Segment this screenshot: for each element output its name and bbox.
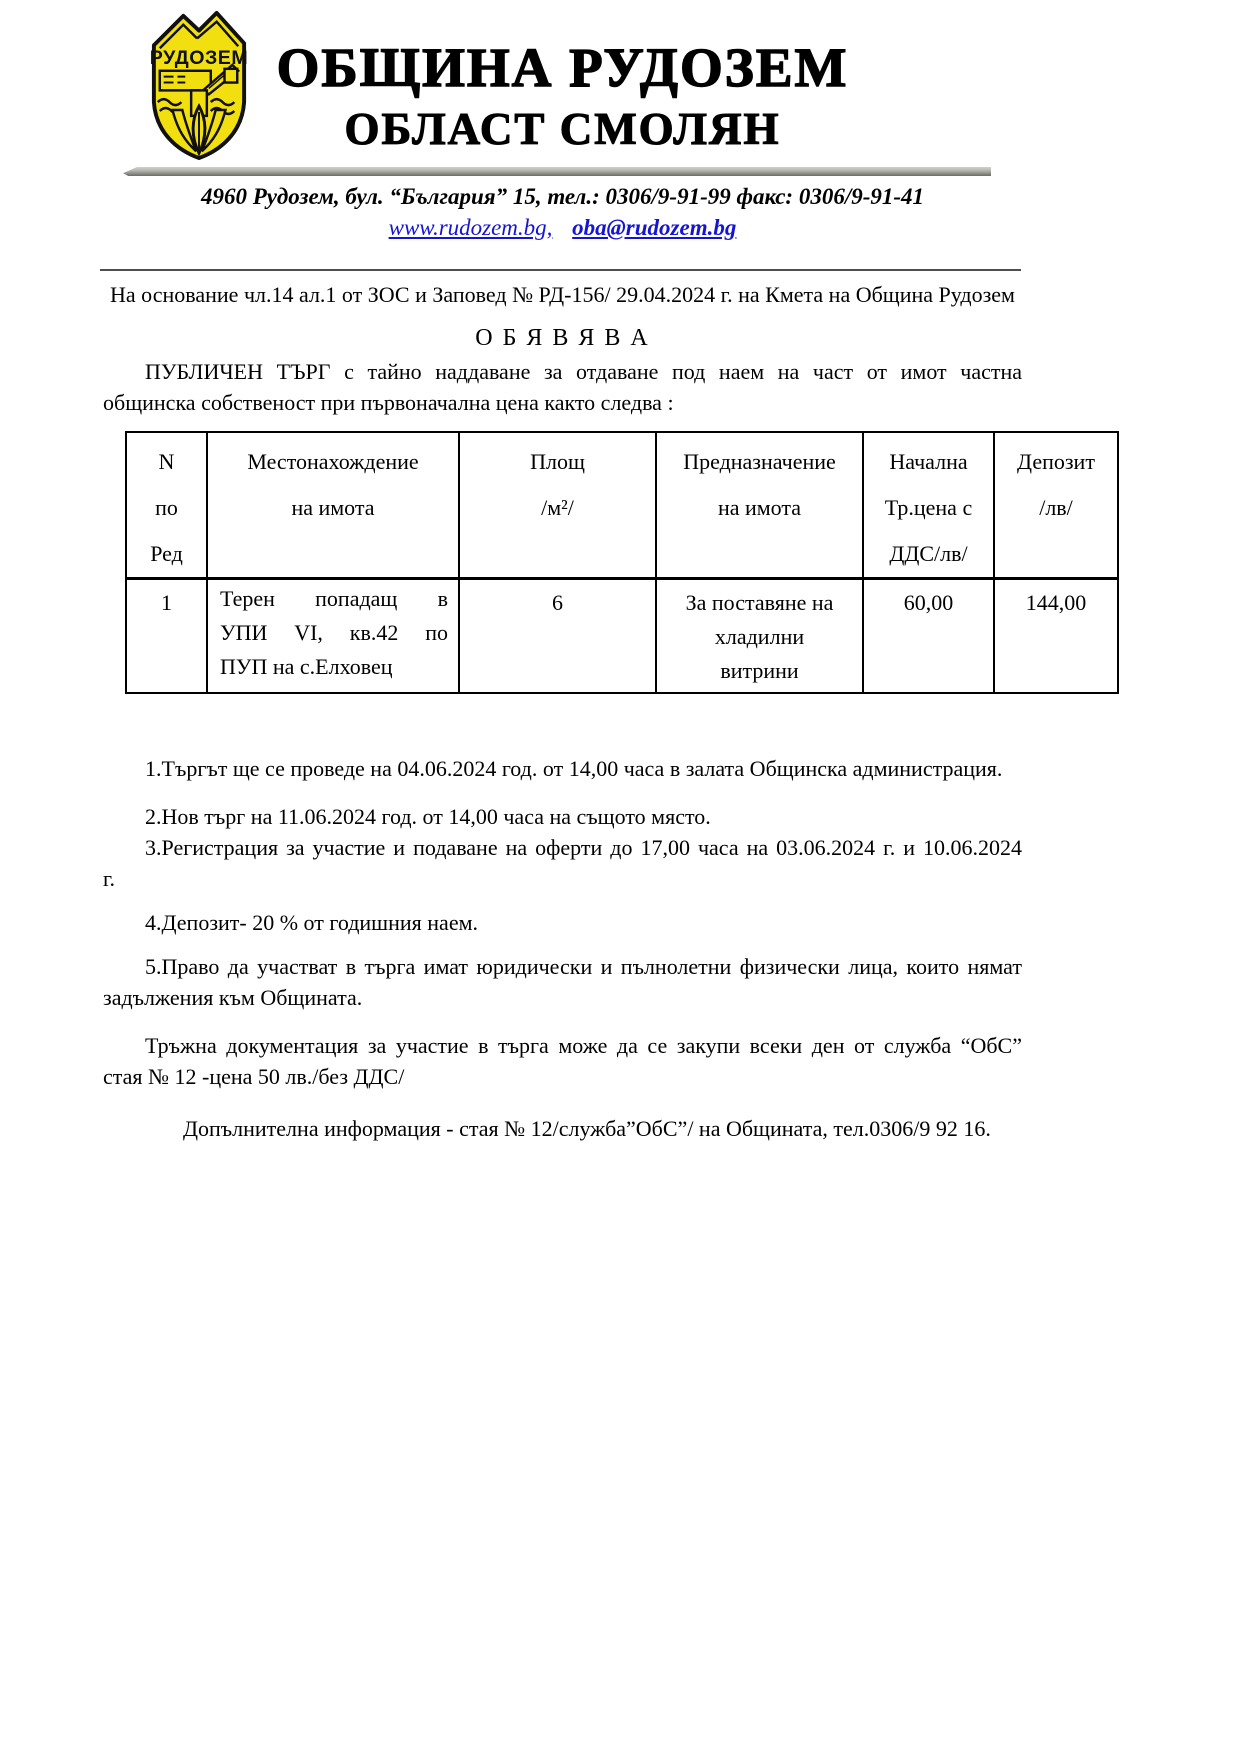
cell-price: 60,00 xyxy=(863,579,994,693)
email-link[interactable]: oba@rudozem.bg xyxy=(572,215,737,240)
additional-info: Допълнителна информация - стая № 12/служба”ОбС”/ на Общината, тел.0306/9 92 16. xyxy=(183,1115,991,1141)
table-header-row xyxy=(126,432,1118,579)
table-header-location: Местонахождение на имота xyxy=(207,432,459,579)
website-link[interactable]: www.rudozem.bg, xyxy=(388,215,553,240)
address-line: 4960 Рудозем, бул. “България” 15, тел.: 0306/9-91-99 факс: 0306/9-91-41 xyxy=(200,184,925,209)
document-body xyxy=(103,279,1095,1144)
tender-condition-1: 1.Търгът ще се проведе на 04.06.2024 год. от 14,00 часа в залата Общинска администрация. xyxy=(145,755,1003,781)
tender-table xyxy=(125,431,1119,694)
region-name: ОБЛАСТ СМОЛЯН xyxy=(344,104,781,154)
cell-location: Терен попадащ в УПИ VI, кв.42 по ПУП на с.Елховец xyxy=(207,579,459,693)
cell-number: 1 xyxy=(126,579,207,693)
announcement-text-line2: общинска собственост при първоначална цена както следва : xyxy=(103,390,674,415)
cell-purpose: За поставяне на хладилни витрини xyxy=(656,579,863,693)
table-header-price: Начална Тр.цена с ДДС/лв/ xyxy=(863,432,994,579)
tender-condition-2: 2.Нов търг на 11.06.2024 год. от 14,00 часа на същото място. xyxy=(145,803,711,829)
cell-deposit: 144,00 xyxy=(994,579,1118,693)
tender-condition-5: 5.Право да участват в търга имат юридически и пълнолетни физически лица, които нямат задължения към Общината. xyxy=(103,953,1022,1010)
header-divider-bar xyxy=(123,167,991,176)
documentation-info: Тръжна документация за участие в търга може да се закупи всеки ден от служба “ОбС” стая № 12 -цена 50 лв./без ДДС/ xyxy=(103,1032,1022,1089)
announcement-text-line1: ПУБЛИЧЕН ТЪРГ с тайно наддаване за отдаване под наем на част от имот частна xyxy=(145,359,1022,384)
announcement-heading: О Б Я В Я В А xyxy=(475,325,650,351)
table-header-area: Площ /м²/ xyxy=(459,432,656,579)
content-divider xyxy=(100,269,1021,271)
table-header-deposit: Депозит /лв/ xyxy=(994,432,1118,579)
tender-condition-4: 4.Депозит- 20 % от годишния наем. xyxy=(145,909,479,935)
legal-basis-text: На основание чл.14 ал.1 от ЗОС и Заповед № РД-156/ 29.04.2024 г. на Кмета на Община Рудозем xyxy=(110,282,1015,307)
municipality-name: ОБЩИНА РУДОЗЕМ xyxy=(276,37,849,98)
contact-links xyxy=(103,215,1022,241)
table-header-number: N по Ред xyxy=(126,432,207,579)
table-row xyxy=(126,579,1118,693)
announcement-text xyxy=(103,356,1022,418)
cell-area: 6 xyxy=(459,579,656,693)
table-header-purpose: Предназначение на имота xyxy=(656,432,863,579)
emblem-banner-text: РУДОЗЕМ xyxy=(149,46,249,69)
tender-condition-3: 3.Регистрация за участие и подаване на оферти до 17,00 часа на 03.06.2024 г. и 10.06.2024 г. xyxy=(103,834,1022,891)
